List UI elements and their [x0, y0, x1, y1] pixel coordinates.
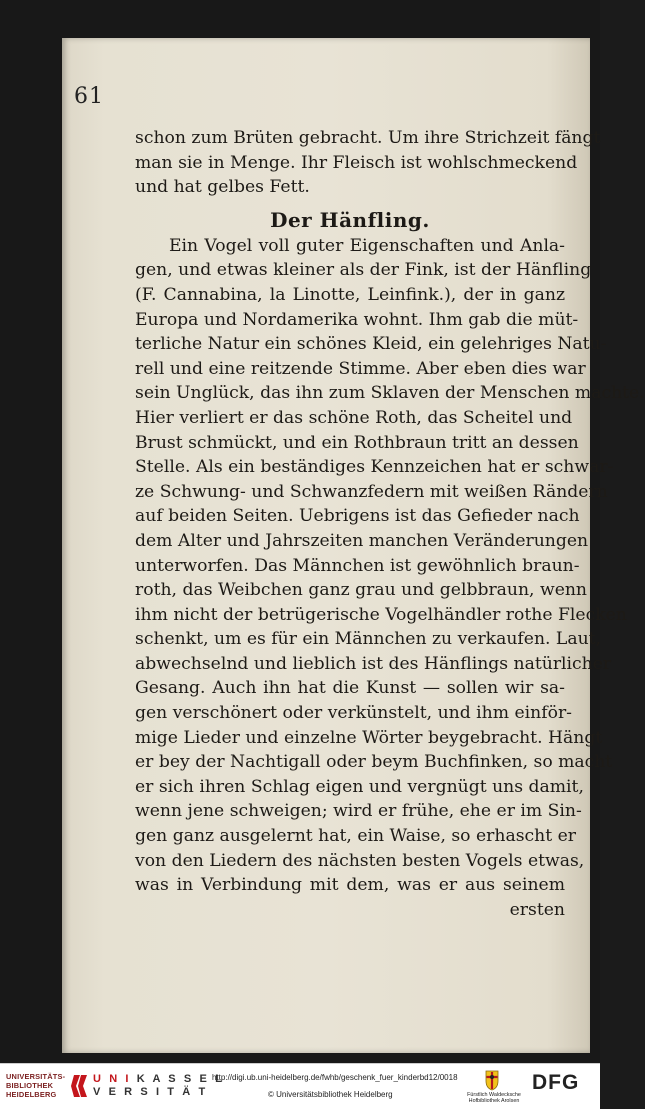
text-line: er sich ihren Schlag eigen und vergnügt uns damit, [135, 776, 584, 797]
kassel-logo-uni: U N I [93, 1073, 132, 1085]
text-line: rell und eine reitzende Stimme. Aber eben dies war [135, 358, 586, 379]
text-line: Stelle. Als ein beständiges Kennzeichen hat er schwar- [135, 457, 614, 478]
text-line: terliche Natur ein schönes Kleid, ein gelehriges Natu- [135, 334, 607, 355]
logo-line: BIBLIOTHEK [6, 1081, 54, 1090]
kassel-mark-icon [72, 1073, 88, 1099]
library-line: Fürstlich Waldecksche [467, 1092, 521, 1098]
text-line: gen ganz ausgelernt hat, ein Waise, so erhascht er [135, 826, 576, 847]
heidelberg-library-logo[interactable] [6, 1072, 66, 1099]
copyright-notice: © Universitätsbibliothek Heidelberg [268, 1090, 393, 1099]
kassel-logo-versitaet: V E R S I T Ä T [93, 1086, 208, 1098]
text-line: ze Schwung- und Schwanzfedern mit weißen Rändern [135, 481, 608, 502]
page-number: 61 [74, 84, 104, 109]
text-line: wenn jene schweigen; wird er frühe, ehe er im Sin- [135, 801, 582, 822]
text-line: Hier verliert er das schöne Roth, das Scheitel und [135, 407, 573, 428]
text-line: von den Liedern des nächsten besten Vogels etwas, [135, 850, 585, 871]
text-line: schon zum Brüten gebracht. Um ihre Strichzeit fängt [135, 128, 601, 148]
text-line: was in Verbindung mit dem, was er aus seinem [135, 875, 565, 896]
dfg-logo[interactable]: DFG [532, 1071, 580, 1094]
logo-line: UNIVERSITÄTS- [6, 1072, 66, 1081]
text-line: auf beiden Seiten. Uebrigens ist das Gefieder nach [135, 506, 580, 527]
library-line: Hofbibliothek Arolsen [468, 1098, 520, 1105]
logo-line: HEIDELBERG [6, 1090, 57, 1099]
text-line: unterworfen. Das Männchen ist gewöhnlich braun- [135, 555, 580, 576]
text-line: und hat gelbes Fett. [135, 177, 310, 198]
text-line: gen verschönert oder verkünstelt, und ihm einför- [135, 703, 572, 724]
text-line: mige Lieder und einzelne Wörter beygebracht. Hängt [135, 727, 603, 748]
text-line: er bey der Nachtigall oder beym Buchfinken, so macht [135, 752, 613, 773]
arolsen-library-name [462, 1092, 526, 1105]
text-line: abwechselnd und lieblich ist des Hänflings natürlicher [135, 653, 612, 674]
text-line: dem Alter und Jahrszeiten manchen Veränderungen [135, 530, 589, 551]
waldeck-crest-icon [482, 1069, 502, 1091]
kassel-logo-kassel: K A S S E L [136, 1073, 225, 1085]
text-line: gen, und etwas kleiner als der Fink, ist der Hänfling [135, 260, 592, 281]
text-line: sein Unglück, das ihn zum Sklaven der Menschen machte. [135, 383, 645, 404]
text-line: Europa und Nordamerika wohnt. Ihm gab die müt- [135, 309, 579, 330]
catchword: ersten [509, 899, 565, 920]
kassel-university-logo[interactable] [93, 1073, 224, 1099]
text-line: man sie in Menge. Ihr Fleisch ist wohlschmeckend [135, 152, 578, 173]
page-text [135, 126, 645, 922]
text-line: schenkt, um es für ein Männchen zu verkaufen. Laut, [135, 629, 602, 650]
text-line: Gesang. Auch ihn hat die Kunst — sollen wir sa- [135, 678, 565, 699]
text-line: roth, das Weibchen ganz grau und gelbbraun, wenn [135, 580, 588, 601]
text-line: (F. Cannabina, la Linotte, Leinfink.), der in ganz [135, 284, 565, 305]
text-line: Brust schmückt, und ein Rothbraun tritt an dessen [135, 432, 579, 453]
viewer-footer [0, 1063, 600, 1109]
text-line: Ein Vogel voll guter Eigenschaften und Anla- [169, 235, 565, 256]
text-line: ihm nicht der betrügerische Vogelhändler rothe Flecken [135, 604, 627, 625]
section-heading: Der Hänfling. [270, 207, 430, 232]
permalink-url[interactable]: http://digi.ub.uni-heidelberg.de/fwhb/geschenk_fuer_kinderbd12/0018 [212, 1073, 458, 1082]
